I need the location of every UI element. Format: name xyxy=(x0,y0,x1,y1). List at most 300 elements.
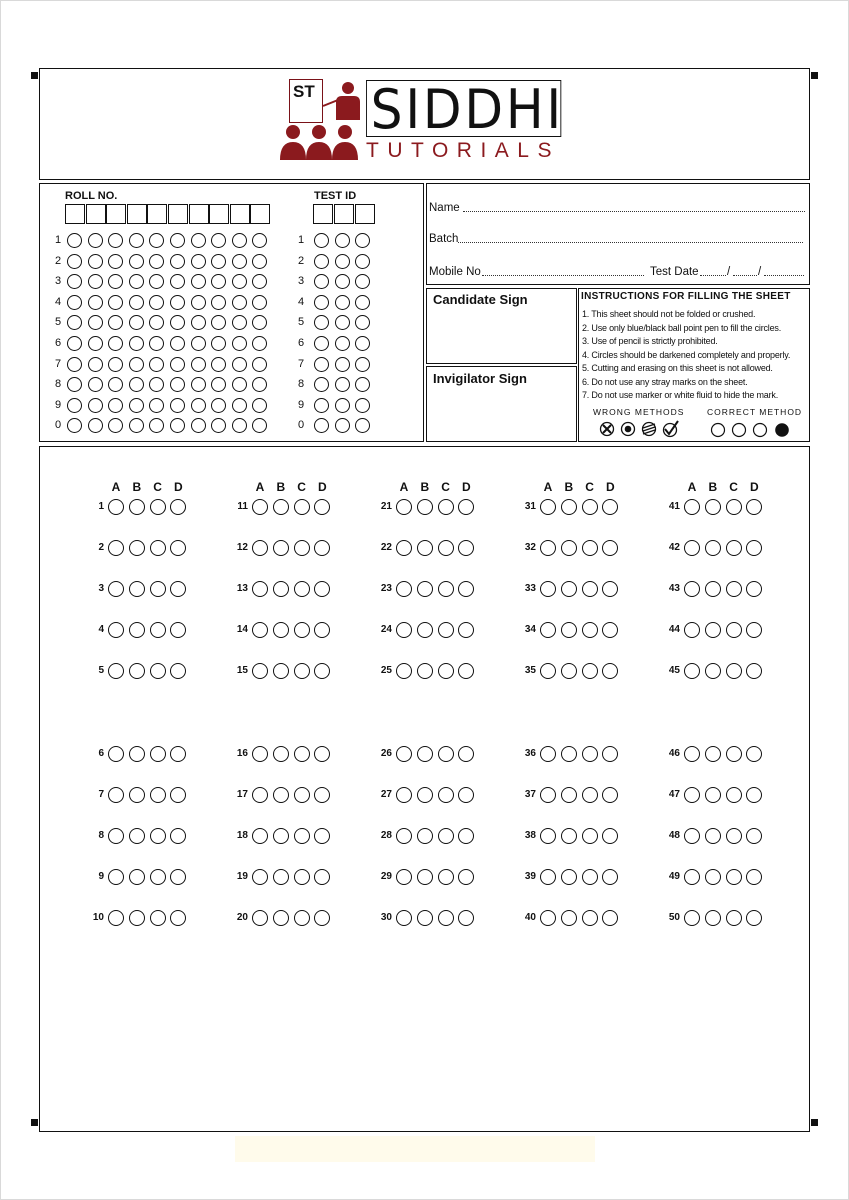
name-field-line[interactable] xyxy=(463,211,805,212)
option-header-c: C xyxy=(153,480,162,494)
roll-bubble[interactable] xyxy=(67,295,82,310)
test-id-row-digit: 0 xyxy=(297,419,305,432)
logo-mark-text: ST xyxy=(293,82,315,101)
test-id-bubble[interactable] xyxy=(355,398,370,413)
answer-bubble-c[interactable] xyxy=(438,540,454,556)
roll-bubble[interactable] xyxy=(170,336,185,351)
roll-bubble[interactable] xyxy=(211,295,226,310)
answer-bubble-b[interactable] xyxy=(561,499,577,515)
answer-bubble-a[interactable] xyxy=(396,787,412,803)
roll-bubble[interactable] xyxy=(232,233,247,248)
answer-bubble-c[interactable] xyxy=(726,540,742,556)
roll-no-digit-box[interactable] xyxy=(250,204,270,224)
answer-bubble-b[interactable] xyxy=(417,910,433,926)
answer-bubble-b[interactable] xyxy=(705,787,721,803)
answer-bubble-a[interactable] xyxy=(684,787,700,803)
answer-bubble-c[interactable] xyxy=(294,828,310,844)
roll-bubble[interactable] xyxy=(129,336,144,351)
answer-bubble-c[interactable] xyxy=(150,787,166,803)
answer-bubble-a[interactable] xyxy=(252,540,268,556)
answer-bubble-a[interactable] xyxy=(252,622,268,638)
test-id-bubble[interactable] xyxy=(355,357,370,372)
answer-bubble-c[interactable] xyxy=(150,499,166,515)
answer-bubble-c[interactable] xyxy=(726,787,742,803)
test-id-bubble[interactable] xyxy=(335,315,350,330)
answer-bubble-c[interactable] xyxy=(150,622,166,638)
roll-bubble[interactable] xyxy=(170,233,185,248)
answer-bubble-a[interactable] xyxy=(684,869,700,885)
answer-bubble-a[interactable] xyxy=(108,869,124,885)
roll-row-digit: 4 xyxy=(54,295,62,308)
test-id-row-digit: 2 xyxy=(297,254,305,267)
roll-bubble[interactable] xyxy=(88,418,103,433)
answer-bubble-b[interactable] xyxy=(417,622,433,638)
roll-bubble[interactable] xyxy=(88,233,103,248)
roll-bubble[interactable] xyxy=(252,254,267,269)
answer-bubble-b[interactable] xyxy=(273,663,289,679)
answer-bubble-b[interactable] xyxy=(561,622,577,638)
answer-bubble-a[interactable] xyxy=(108,622,124,638)
test-id-digit-box[interactable] xyxy=(334,204,354,224)
answer-bubble-c[interactable] xyxy=(582,663,598,679)
test-id-digit-box[interactable] xyxy=(355,204,375,224)
answer-bubble-a[interactable] xyxy=(252,663,268,679)
roll-bubble[interactable] xyxy=(88,336,103,351)
answer-bubble-c[interactable] xyxy=(726,581,742,597)
answer-bubble-b[interactable] xyxy=(417,540,433,556)
test-id-row-digit: 4 xyxy=(297,295,305,308)
answer-bubble-a[interactable] xyxy=(108,828,124,844)
test-id-bubble[interactable] xyxy=(335,233,350,248)
answer-bubble-c[interactable] xyxy=(582,499,598,515)
roll-bubble[interactable] xyxy=(108,295,123,310)
answer-bubble-c[interactable] xyxy=(438,828,454,844)
answer-bubble-b[interactable] xyxy=(561,746,577,762)
test-id-bubble[interactable] xyxy=(314,336,329,351)
answer-bubble-c[interactable] xyxy=(294,663,310,679)
roll-bubble[interactable] xyxy=(88,357,103,372)
registration-mark-top-left xyxy=(31,72,38,79)
roll-bubble[interactable] xyxy=(129,274,144,289)
roll-bubble[interactable] xyxy=(88,315,103,330)
question-number: 2 xyxy=(98,542,104,553)
roll-bubble[interactable] xyxy=(191,377,206,392)
roll-bubble[interactable] xyxy=(129,357,144,372)
roll-bubble[interactable] xyxy=(191,295,206,310)
answer-bubble-b[interactable] xyxy=(705,499,721,515)
question-number: 16 xyxy=(236,748,248,759)
answer-bubble-b[interactable] xyxy=(705,828,721,844)
answer-bubble-a[interactable] xyxy=(108,581,124,597)
question-number: 13 xyxy=(236,583,248,594)
question-number: 21 xyxy=(380,501,392,512)
answer-bubble-c[interactable] xyxy=(726,869,742,885)
answer-bubble-a[interactable] xyxy=(108,540,124,556)
answer-bubble-b[interactable] xyxy=(129,663,145,679)
answer-bubble-c[interactable] xyxy=(582,622,598,638)
roll-bubble[interactable] xyxy=(129,233,144,248)
answer-bubble-c[interactable] xyxy=(726,828,742,844)
answer-bubble-b[interactable] xyxy=(705,869,721,885)
test-date-month-line[interactable] xyxy=(733,275,757,276)
roll-bubble[interactable] xyxy=(252,357,267,372)
test-id-bubble[interactable] xyxy=(355,295,370,310)
answer-bubble-b[interactable] xyxy=(417,581,433,597)
roll-bubble[interactable] xyxy=(232,254,247,269)
roll-no-digit-box[interactable] xyxy=(147,204,167,224)
answer-bubble-b[interactable] xyxy=(561,540,577,556)
question-number: 33 xyxy=(524,583,536,594)
answer-bubble-a[interactable] xyxy=(540,746,556,762)
answer-bubble-b[interactable] xyxy=(561,828,577,844)
question-number: 10 xyxy=(92,912,104,923)
answer-bubble-b[interactable] xyxy=(417,746,433,762)
question-number: 23 xyxy=(380,583,392,594)
answer-bubble-c[interactable] xyxy=(582,787,598,803)
answer-bubble-c[interactable] xyxy=(294,910,310,926)
answer-bubble-a[interactable] xyxy=(252,910,268,926)
roll-no-digit-box[interactable] xyxy=(86,204,106,224)
test-id-bubble[interactable] xyxy=(335,295,350,310)
answer-bubble-c[interactable] xyxy=(438,910,454,926)
answer-bubble-c[interactable] xyxy=(294,622,310,638)
footer-band xyxy=(235,1136,595,1162)
answer-bubble-b[interactable] xyxy=(561,663,577,679)
option-header-d: D xyxy=(174,480,183,494)
answer-bubble-a[interactable] xyxy=(540,663,556,679)
answer-bubble-b[interactable] xyxy=(129,828,145,844)
answer-bubble-c[interactable] xyxy=(150,746,166,762)
question-number: 41 xyxy=(668,501,680,512)
test-id-bubble[interactable] xyxy=(335,336,350,351)
answer-bubble-b[interactable] xyxy=(129,581,145,597)
roll-no-digit-box[interactable] xyxy=(189,204,209,224)
question-number: 48 xyxy=(668,830,680,841)
answer-bubble-c[interactable] xyxy=(438,663,454,679)
roll-bubble[interactable] xyxy=(67,233,82,248)
answer-bubble-a[interactable] xyxy=(684,746,700,762)
answer-bubble-b[interactable] xyxy=(129,540,145,556)
roll-bubble[interactable] xyxy=(191,233,206,248)
answer-bubble-a[interactable] xyxy=(396,910,412,926)
answer-bubble-a[interactable] xyxy=(684,910,700,926)
answer-bubble-a[interactable] xyxy=(396,746,412,762)
answer-bubble-c[interactable] xyxy=(726,499,742,515)
brand-subtitle: TUTORIALS xyxy=(366,139,560,162)
answer-bubble-a[interactable] xyxy=(396,540,412,556)
answer-bubble-a[interactable] xyxy=(540,787,556,803)
answer-bubble-b[interactable] xyxy=(417,787,433,803)
roll-bubble[interactable] xyxy=(108,398,123,413)
answer-bubble-c[interactable] xyxy=(438,581,454,597)
instruction-item: 5. Cutting and erasing on this sheet is not allowed. xyxy=(582,363,773,373)
roll-bubble[interactable] xyxy=(232,274,247,289)
roll-bubble[interactable] xyxy=(149,254,164,269)
roll-bubble[interactable] xyxy=(170,357,185,372)
answer-bubble-b[interactable] xyxy=(705,581,721,597)
mobile-field-line[interactable] xyxy=(482,275,644,276)
roll-no-digit-box[interactable] xyxy=(168,204,188,224)
answer-bubble-c[interactable] xyxy=(438,787,454,803)
answer-bubble-b[interactable] xyxy=(273,622,289,638)
logo-people-icon xyxy=(278,78,364,162)
answer-bubble-c[interactable] xyxy=(438,869,454,885)
answer-bubble-b[interactable] xyxy=(273,910,289,926)
test-id-bubble[interactable] xyxy=(314,357,329,372)
answer-bubble-a[interactable] xyxy=(396,663,412,679)
answer-bubble-a[interactable] xyxy=(684,828,700,844)
roll-bubble[interactable] xyxy=(232,398,247,413)
question-number: 32 xyxy=(524,542,536,553)
answer-bubble-b[interactable] xyxy=(561,869,577,885)
test-id-bubble[interactable] xyxy=(335,274,350,289)
answer-bubble-c[interactable] xyxy=(582,581,598,597)
roll-bubble[interactable] xyxy=(108,357,123,372)
test-date-year-line[interactable] xyxy=(764,275,804,276)
answer-bubble-b[interactable] xyxy=(705,910,721,926)
answer-bubble-b[interactable] xyxy=(561,787,577,803)
answer-bubble-a[interactable] xyxy=(108,499,124,515)
answer-bubble-a[interactable] xyxy=(396,499,412,515)
answer-bubble-b[interactable] xyxy=(129,787,145,803)
roll-bubble[interactable] xyxy=(149,357,164,372)
answer-bubble-b[interactable] xyxy=(273,540,289,556)
answer-bubble-b[interactable] xyxy=(417,828,433,844)
option-header-c: C xyxy=(297,480,306,494)
roll-bubble[interactable] xyxy=(67,398,82,413)
test-id-bubble[interactable] xyxy=(335,254,350,269)
roll-no-digit-box[interactable] xyxy=(127,204,147,224)
question-number: 37 xyxy=(524,789,536,800)
answer-bubble-a[interactable] xyxy=(540,910,556,926)
answer-bubble-a[interactable] xyxy=(252,581,268,597)
roll-bubble[interactable] xyxy=(232,295,247,310)
answer-bubble-c[interactable] xyxy=(150,581,166,597)
answer-bubble-c[interactable] xyxy=(294,787,310,803)
roll-bubble[interactable] xyxy=(88,274,103,289)
option-header-c: C xyxy=(585,480,594,494)
roll-bubble[interactable] xyxy=(191,336,206,351)
answer-bubble-c[interactable] xyxy=(582,540,598,556)
answer-bubble-a[interactable] xyxy=(108,663,124,679)
answer-bubble-a[interactable] xyxy=(252,746,268,762)
test-id-bubble[interactable] xyxy=(314,233,329,248)
answer-bubble-a[interactable] xyxy=(684,622,700,638)
answer-bubble-a[interactable] xyxy=(540,622,556,638)
answer-bubble-a[interactable] xyxy=(108,787,124,803)
roll-bubble[interactable] xyxy=(191,398,206,413)
answer-bubble-a[interactable] xyxy=(108,746,124,762)
answer-bubble-b[interactable] xyxy=(273,746,289,762)
answer-bubble-a[interactable] xyxy=(252,499,268,515)
answer-bubble-c[interactable] xyxy=(438,746,454,762)
answer-bubble-c[interactable] xyxy=(438,622,454,638)
answer-bubble-c[interactable] xyxy=(582,746,598,762)
answer-bubble-c[interactable] xyxy=(582,828,598,844)
roll-bubble[interactable] xyxy=(129,377,144,392)
roll-bubble[interactable] xyxy=(191,418,206,433)
answer-bubble-b[interactable] xyxy=(705,663,721,679)
roll-bubble[interactable] xyxy=(191,254,206,269)
answer-bubble-a[interactable] xyxy=(396,622,412,638)
answer-bubble-a[interactable] xyxy=(108,910,124,926)
answer-bubble-c[interactable] xyxy=(726,746,742,762)
test-date-day-line[interactable] xyxy=(700,275,726,276)
test-id-bubble[interactable] xyxy=(355,254,370,269)
answer-bubble-c[interactable] xyxy=(150,869,166,885)
answer-bubble-b[interactable] xyxy=(417,663,433,679)
roll-bubble[interactable] xyxy=(211,398,226,413)
answer-bubble-c[interactable] xyxy=(150,910,166,926)
answer-bubble-c[interactable] xyxy=(726,910,742,926)
answer-bubble-a[interactable] xyxy=(540,581,556,597)
answer-bubble-c[interactable] xyxy=(294,746,310,762)
roll-bubble[interactable] xyxy=(88,295,103,310)
answer-bubble-a[interactable] xyxy=(396,869,412,885)
roll-bubble[interactable] xyxy=(211,357,226,372)
answer-bubble-a[interactable] xyxy=(684,499,700,515)
roll-bubble[interactable] xyxy=(170,398,185,413)
test-id-bubble[interactable] xyxy=(314,398,329,413)
answer-bubble-a[interactable] xyxy=(684,663,700,679)
test-id-row-digit: 9 xyxy=(297,398,305,411)
test-id-bubble[interactable] xyxy=(314,254,329,269)
roll-bubble[interactable] xyxy=(232,336,247,351)
answer-bubble-a[interactable] xyxy=(540,869,556,885)
answer-bubble-a[interactable] xyxy=(684,581,700,597)
question-number: 40 xyxy=(524,912,536,923)
answer-bubble-c[interactable] xyxy=(294,499,310,515)
option-header-c: C xyxy=(729,480,738,494)
name-field-label: Name xyxy=(429,202,460,214)
option-header-c: C xyxy=(441,480,450,494)
answer-bubble-c[interactable] xyxy=(582,910,598,926)
test-id-bubble[interactable] xyxy=(335,357,350,372)
question-number: 4 xyxy=(98,624,104,635)
instruction-item: 6. Do not use any stray marks on the sheet. xyxy=(582,376,748,387)
roll-bubble[interactable] xyxy=(67,336,82,351)
roll-bubble[interactable] xyxy=(232,377,247,392)
answer-bubble-a[interactable] xyxy=(540,828,556,844)
answer-bubble-b[interactable] xyxy=(705,746,721,762)
roll-bubble[interactable] xyxy=(88,377,103,392)
answer-bubble-a[interactable] xyxy=(684,540,700,556)
question-number: 24 xyxy=(380,624,392,635)
question-number: 19 xyxy=(236,871,248,882)
answer-bubble-b[interactable] xyxy=(129,622,145,638)
answer-bubble-b[interactable] xyxy=(273,869,289,885)
roll-row-digit: 5 xyxy=(54,316,62,329)
roll-bubble[interactable] xyxy=(170,254,185,269)
question-number: 36 xyxy=(524,748,536,759)
option-header-a: A xyxy=(255,480,265,494)
test-id-digit-box[interactable] xyxy=(313,204,333,224)
test-id-bubble[interactable] xyxy=(335,398,350,413)
answer-bubble-c[interactable] xyxy=(150,828,166,844)
option-header-a: A xyxy=(399,480,409,494)
answer-bubble-a[interactable] xyxy=(540,540,556,556)
roll-bubble[interactable] xyxy=(67,254,82,269)
answer-bubble-b[interactable] xyxy=(273,581,289,597)
answer-bubble-a[interactable] xyxy=(540,499,556,515)
roll-no-digit-box[interactable] xyxy=(65,204,85,224)
answer-bubble-b[interactable] xyxy=(273,787,289,803)
answer-bubble-b[interactable] xyxy=(705,540,721,556)
roll-no-digit-box[interactable] xyxy=(209,204,229,224)
answer-bubble-a[interactable] xyxy=(252,869,268,885)
roll-bubble[interactable] xyxy=(129,398,144,413)
roll-no-digit-box[interactable] xyxy=(230,204,250,224)
answer-bubble-c[interactable] xyxy=(150,663,166,679)
answer-bubble-b[interactable] xyxy=(705,622,721,638)
answer-bubble-a[interactable] xyxy=(252,787,268,803)
question-number: 3 xyxy=(98,583,104,594)
brand-name: SIDDHI xyxy=(366,80,561,137)
roll-bubble[interactable] xyxy=(232,357,247,372)
roll-bubble[interactable] xyxy=(191,315,206,330)
test-id-bubble[interactable] xyxy=(335,418,350,433)
option-header-a: A xyxy=(111,480,121,494)
batch-field-line[interactable] xyxy=(458,242,803,243)
answer-bubble-b[interactable] xyxy=(561,581,577,597)
answer-bubble-c[interactable] xyxy=(582,869,598,885)
roll-row-digit: 1 xyxy=(54,234,62,246)
answer-bubble-b[interactable] xyxy=(273,499,289,515)
question-number: 6 xyxy=(98,748,104,759)
answer-bubble-a[interactable] xyxy=(396,828,412,844)
answer-bubble-c[interactable] xyxy=(150,540,166,556)
answer-bubble-c[interactable] xyxy=(438,499,454,515)
registration-mark-bottom-right xyxy=(811,1119,818,1126)
test-id-row-digit: 3 xyxy=(297,275,305,288)
roll-bubble[interactable] xyxy=(88,398,103,413)
answer-bubble-b[interactable] xyxy=(129,910,145,926)
invigilator-sign-label: Invigilator Sign xyxy=(433,371,527,386)
roll-bubble[interactable] xyxy=(88,254,103,269)
answer-bubble-c[interactable] xyxy=(294,581,310,597)
answer-bubble-b[interactable] xyxy=(417,499,433,515)
roll-bubble[interactable] xyxy=(211,254,226,269)
answer-bubble-b[interactable] xyxy=(129,746,145,762)
answer-bubble-b[interactable] xyxy=(417,869,433,885)
roll-bubble[interactable] xyxy=(108,254,123,269)
roll-bubble[interactable] xyxy=(191,357,206,372)
answer-bubble-b[interactable] xyxy=(273,828,289,844)
answer-bubble-b[interactable] xyxy=(561,910,577,926)
question-number: 26 xyxy=(380,748,392,759)
question-number: 1 xyxy=(98,501,104,512)
answer-bubble-c[interactable] xyxy=(294,540,310,556)
roll-bubble[interactable] xyxy=(67,357,82,372)
answer-bubble-c[interactable] xyxy=(726,622,742,638)
roll-bubble[interactable] xyxy=(191,274,206,289)
roll-bubble[interactable] xyxy=(129,295,144,310)
answer-bubble-c[interactable] xyxy=(294,869,310,885)
roll-bubble[interactable] xyxy=(170,295,185,310)
test-id-bubble[interactable] xyxy=(314,295,329,310)
test-id-row-digit: 8 xyxy=(297,378,305,391)
answer-bubble-b[interactable] xyxy=(129,499,145,515)
question-number: 47 xyxy=(668,789,680,800)
answer-bubble-a[interactable] xyxy=(252,828,268,844)
roll-no-digit-box[interactable] xyxy=(106,204,126,224)
test-id-bubble[interactable] xyxy=(335,377,350,392)
answer-bubble-c[interactable] xyxy=(726,663,742,679)
question-number: 50 xyxy=(668,912,680,923)
roll-bubble[interactable] xyxy=(129,254,144,269)
answer-bubble-b[interactable] xyxy=(129,869,145,885)
answer-bubble-a[interactable] xyxy=(396,581,412,597)
